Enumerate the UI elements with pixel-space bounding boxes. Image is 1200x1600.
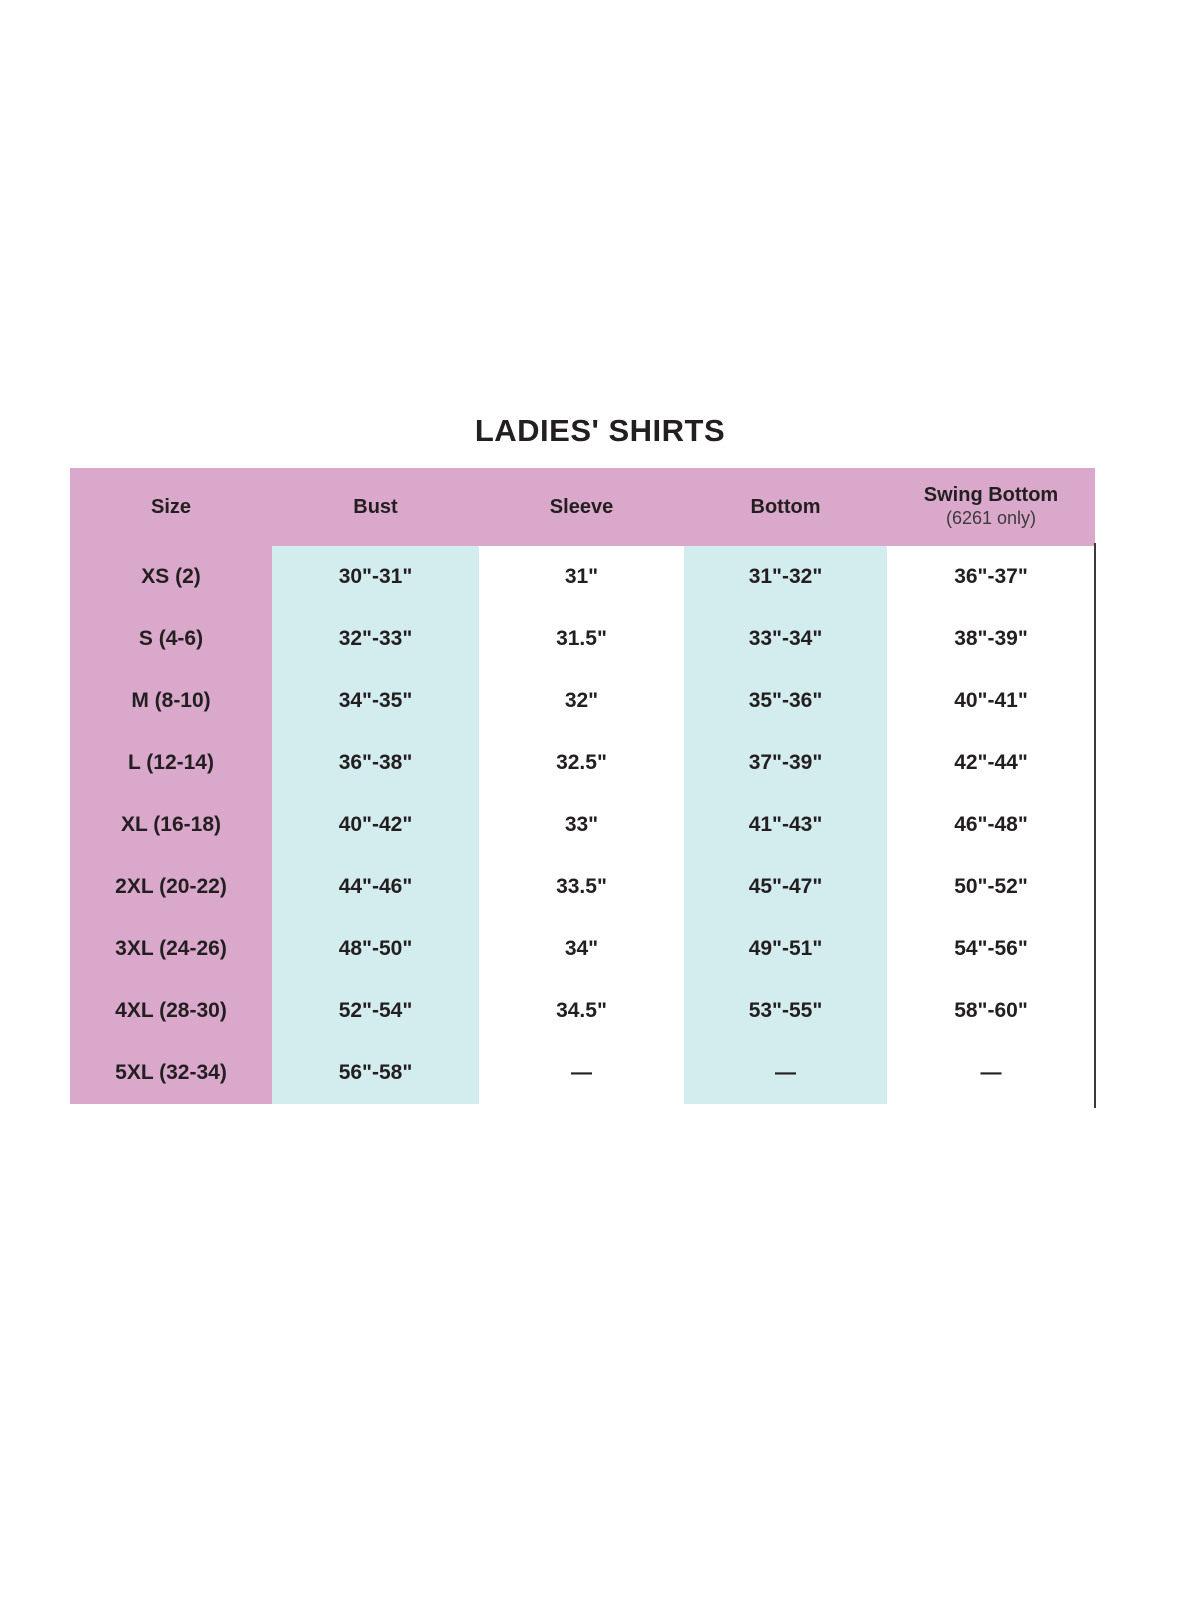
cell-size: XS (2)	[70, 546, 272, 608]
cell-bust: 34"-35"	[272, 670, 479, 732]
cell-bottom: 53"-55"	[684, 980, 887, 1042]
cell-bottom: 37"-39"	[684, 732, 887, 794]
cell-bottom: 45"-47"	[684, 856, 887, 918]
cell-bottom: 41"-43"	[684, 794, 887, 856]
cell-swing-bottom: 36"-37"	[887, 546, 1095, 608]
cell-sleeve: 31"	[479, 546, 684, 608]
cell-size: 2XL (20-22)	[70, 856, 272, 918]
size-chart-table	[70, 468, 1095, 1104]
cell-size: 3XL (24-26)	[70, 918, 272, 980]
cell-bottom: 31"-32"	[684, 546, 887, 608]
size-chart-table-wrapper	[70, 468, 1095, 1104]
cell-bust: 32"-33"	[272, 608, 479, 670]
cell-swing-bottom: —	[887, 1042, 1095, 1104]
table-row	[70, 980, 1095, 1042]
column-header-bottom	[684, 468, 887, 546]
cell-sleeve: 32"	[479, 670, 684, 732]
cell-sleeve: 32.5"	[479, 732, 684, 794]
cell-swing-bottom: 50"-52"	[887, 856, 1095, 918]
cell-bottom: 35"-36"	[684, 670, 887, 732]
table-row	[70, 1042, 1095, 1104]
cell-bust: 56"-58"	[272, 1042, 479, 1104]
cell-bust: 52"-54"	[272, 980, 479, 1042]
cell-bottom: 33"-34"	[684, 608, 887, 670]
cell-sleeve: 33"	[479, 794, 684, 856]
cell-bust: 48"-50"	[272, 918, 479, 980]
column-header-bottom-label: Bottom	[750, 495, 821, 518]
cell-size: XL (16-18)	[70, 794, 272, 856]
cell-swing-bottom: 42"-44"	[887, 732, 1095, 794]
cell-size: S (4-6)	[70, 608, 272, 670]
cell-swing-bottom: 40"-41"	[887, 670, 1095, 732]
column-header-swing-bottom	[887, 468, 1095, 546]
cell-size: M (8-10)	[70, 670, 272, 732]
column-header-size	[70, 468, 272, 546]
table-row	[70, 670, 1095, 732]
table-row	[70, 546, 1095, 608]
cell-swing-bottom: 46"-48"	[887, 794, 1095, 856]
table-row	[70, 856, 1095, 918]
cell-sleeve: —	[479, 1042, 684, 1104]
cell-swing-bottom: 38"-39"	[887, 608, 1095, 670]
column-header-bust	[272, 468, 479, 546]
column-header-swing-bottom-label: Swing Bottom	[923, 484, 1059, 507]
table-row	[70, 732, 1095, 794]
column-header-bust-label: Bust	[353, 495, 398, 518]
cell-bottom: 49"-51"	[684, 918, 887, 980]
cell-bottom: —	[684, 1042, 887, 1104]
cell-sleeve: 34.5"	[479, 980, 684, 1042]
table-row	[70, 918, 1095, 980]
column-header-sleeve-label: Sleeve	[549, 495, 614, 518]
cell-sleeve: 34"	[479, 918, 684, 980]
table-row	[70, 608, 1095, 670]
column-header-size-label: Size	[150, 495, 192, 518]
cell-bust: 36"-38"	[272, 732, 479, 794]
cell-swing-bottom: 58"-60"	[887, 980, 1095, 1042]
column-header-swing-bottom-note: (6261 only)	[945, 508, 1037, 529]
cell-size: 5XL (32-34)	[70, 1042, 272, 1104]
table-header-row	[70, 468, 1095, 546]
cell-size: L (12-14)	[70, 732, 272, 794]
table-right-divider	[1094, 543, 1096, 1108]
page-title: LADIES' SHIRTS	[474, 413, 726, 448]
column-header-sleeve	[479, 468, 684, 546]
cell-sleeve: 31.5"	[479, 608, 684, 670]
table-header	[70, 468, 1095, 546]
cell-bust: 30"-31"	[272, 546, 479, 608]
cell-sleeve: 33.5"	[479, 856, 684, 918]
table-body	[70, 546, 1095, 1104]
cell-swing-bottom: 54"-56"	[887, 918, 1095, 980]
table-row	[70, 794, 1095, 856]
cell-size: 4XL (28-30)	[70, 980, 272, 1042]
cell-bust: 44"-46"	[272, 856, 479, 918]
cell-bust: 40"-42"	[272, 794, 479, 856]
